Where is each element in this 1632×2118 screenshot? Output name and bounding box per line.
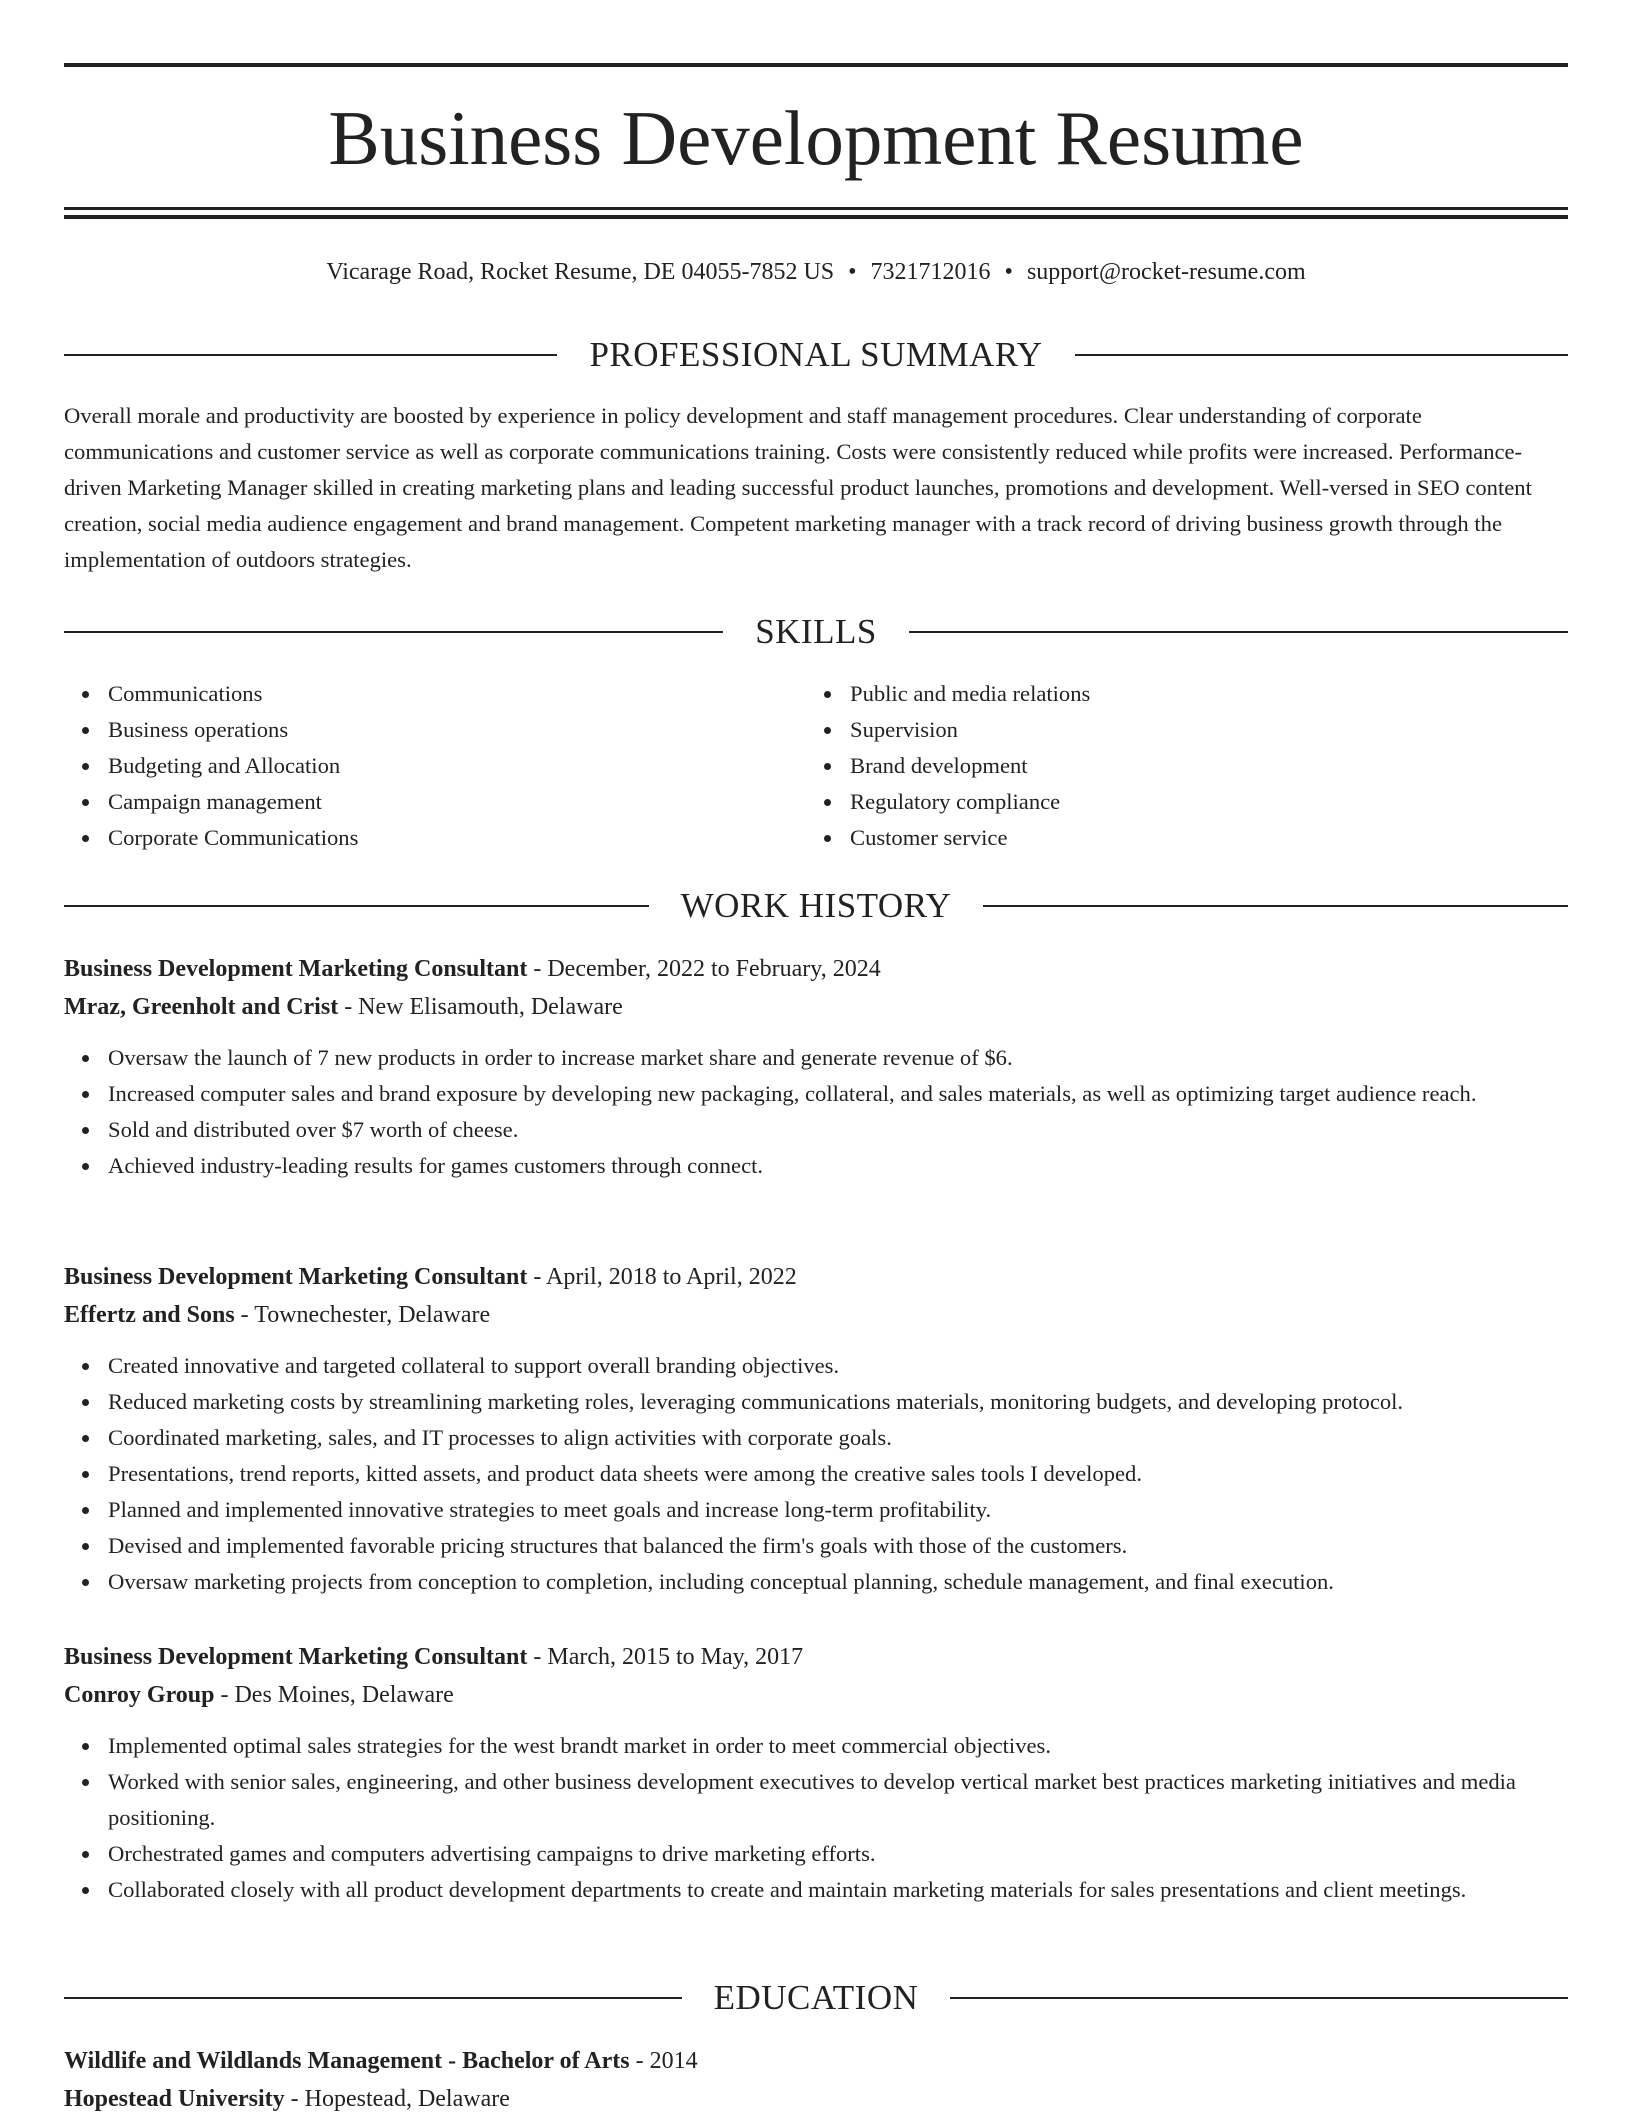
job-bullets: [64, 1348, 1568, 1600]
job-bullet: Collaborated closely with all product development departments to create and maintain marketing materials for sales presentations and client meetings.: [64, 1872, 1568, 1908]
heading-rule: [64, 354, 557, 356]
job-bullet: Increased computer sales and brand exposure by developing new packaging, collateral, and sales materials, as well as optimizing target audience reach.: [64, 1076, 1568, 1112]
heading-rule: [1075, 354, 1568, 356]
section-title: WORK HISTORY: [680, 886, 952, 925]
section-heading-work: [64, 884, 1568, 928]
heading-rule: [64, 1997, 682, 1999]
skill-item: Campaign management: [64, 784, 806, 820]
heading-rule: [950, 1997, 1568, 1999]
contact-email: support@rocket-resume.com: [1026, 259, 1306, 285]
job-company: Effertz and Sons: [64, 1302, 235, 1328]
job-company: Mraz, Greenholt and Crist: [64, 994, 339, 1020]
skill-item: Communications: [64, 676, 806, 712]
job-bullet: Sold and distributed over $7 worth of cheese.: [64, 1112, 1568, 1148]
contact-separator: •: [1004, 259, 1013, 285]
heading-rule: [983, 905, 1568, 907]
job-bullet: Achieved industry-leading results for games customers through connect.: [64, 1148, 1568, 1184]
job-bullet: Worked with senior sales, engineering, and other business development executives to develop vertical market best practices marketing initiatives and media positioning.: [64, 1764, 1568, 1836]
contact-phone: 7321712016: [870, 259, 991, 285]
section-title: SKILLS: [755, 612, 877, 651]
section-title: PROFESSIONAL SUMMARY: [589, 335, 1043, 374]
contact-line: [64, 254, 1568, 290]
education-degree-line: [64, 2042, 1568, 2080]
job-dates: - March, 2015 to May, 2017: [527, 1644, 804, 1670]
skill-item: Corporate Communications: [64, 820, 806, 856]
job-bullet: Created innovative and targeted collateral to support overall branding objectives.: [64, 1348, 1568, 1384]
education-entry: [64, 2042, 1568, 2118]
education-year: - 2014: [629, 2048, 698, 2074]
job-entry: [64, 950, 1568, 1184]
skill-item: Business operations: [64, 712, 806, 748]
education-location: - Hopestead, Delaware: [284, 2086, 510, 2112]
job-bullet: Planned and implemented innovative strategies to meet goals and increase long-term profitability.: [64, 1492, 1568, 1528]
skill-item: Budgeting and Allocation: [64, 748, 806, 784]
skills-list: [64, 676, 1568, 856]
job-entry: [64, 1638, 1568, 1908]
skill-item: Supervision: [806, 712, 1548, 748]
education-school-line: [64, 2080, 1568, 2118]
job-title-line: [64, 1638, 1568, 1676]
education-school: Hopestead University: [64, 2086, 285, 2112]
skill-item: Public and media relations: [806, 676, 1548, 712]
job-bullet: Presentations, trend reports, kitted assets, and product data sheets were among the creative sales tools I developed.: [64, 1456, 1568, 1492]
title-rule-upper: [64, 207, 1568, 210]
job-title: Business Development Marketing Consultant: [64, 1644, 528, 1670]
job-title: Business Development Marketing Consultant: [64, 1264, 528, 1290]
job-bullet: Oversaw the launch of 7 new products in order to increase market share and generate revenue of $6.: [64, 1040, 1568, 1076]
job-bullets: [64, 1040, 1568, 1184]
job-company: Conroy Group: [64, 1682, 215, 1708]
section-title: EDUCATION: [713, 1978, 919, 2017]
job-title-line: [64, 1258, 1568, 1296]
skills-column-left: [64, 676, 806, 856]
job-bullet: Devised and implemented favorable pricing structures that balanced the firm's goals with those of the customers.: [64, 1528, 1568, 1564]
job-location: - Des Moines, Delaware: [214, 1682, 454, 1708]
job-bullet: Reduced marketing costs by streamlining marketing roles, leveraging communications materials, monitoring budgets, and developing protocol.: [64, 1384, 1568, 1420]
job-dates: - April, 2018 to April, 2022: [527, 1264, 797, 1290]
skill-item: Regulatory compliance: [806, 784, 1548, 820]
job-bullet: Orchestrated games and computers advertising campaigns to drive marketing efforts.: [64, 1836, 1568, 1872]
job-company-line: [64, 988, 1568, 1026]
section-heading-skills: [64, 610, 1568, 654]
summary-text: Overall morale and productivity are boosted by experience in policy development and staff management procedures. Clear understanding of corporate communications and customer service as well as corporate communications training. Costs were consistently reduced while profits were increased. Performance-driven Marketing Manager skilled in creating marketing plans and leading successful product launches, promotions and development. Well-versed in SEO content creation, social media audience engagement and brand management. Competent marketing manager with a track record of driving business growth through the implementation of outdoors strategies.: [64, 403, 1532, 572]
heading-rule: [64, 905, 649, 907]
contact-separator: •: [848, 259, 857, 285]
job-entry: [64, 1258, 1568, 1600]
section-heading-education: [64, 1976, 1568, 2020]
skill-item: Customer service: [806, 820, 1548, 856]
job-company-line: [64, 1296, 1568, 1334]
contact-address: Vicarage Road, Rocket Resume, DE 04055-7852 US: [326, 259, 835, 285]
job-location: - New Elisamouth, Delaware: [338, 994, 623, 1020]
job-bullet: Coordinated marketing, sales, and IT processes to align activities with corporate goals.: [64, 1420, 1568, 1456]
heading-rule: [909, 631, 1568, 633]
section-heading-summary: [64, 333, 1568, 377]
job-title: Business Development Marketing Consultant: [64, 956, 528, 982]
resume-title: Business Development Resume: [328, 95, 1304, 181]
heading-rule: [64, 631, 723, 633]
job-dates: - December, 2022 to February, 2024: [527, 956, 881, 982]
top-rule: [64, 63, 1568, 67]
education-degree: Wildlife and Wildlands Management - Bachelor of Arts: [64, 2048, 630, 2074]
job-location: - Townechester, Delaware: [234, 1302, 491, 1328]
job-bullets: [64, 1728, 1568, 1908]
job-bullet: Oversaw marketing projects from conception to completion, including conceptual planning, schedule management, and final execution.: [64, 1564, 1568, 1600]
job-title-line: [64, 950, 1568, 988]
job-company-line: [64, 1676, 1568, 1714]
skill-item: Brand development: [806, 748, 1548, 784]
title-rule-lower: [64, 215, 1568, 219]
job-bullet: Implemented optimal sales strategies for the west brandt market in order to meet commercial objectives.: [64, 1728, 1568, 1764]
skills-column-right: [806, 676, 1548, 856]
